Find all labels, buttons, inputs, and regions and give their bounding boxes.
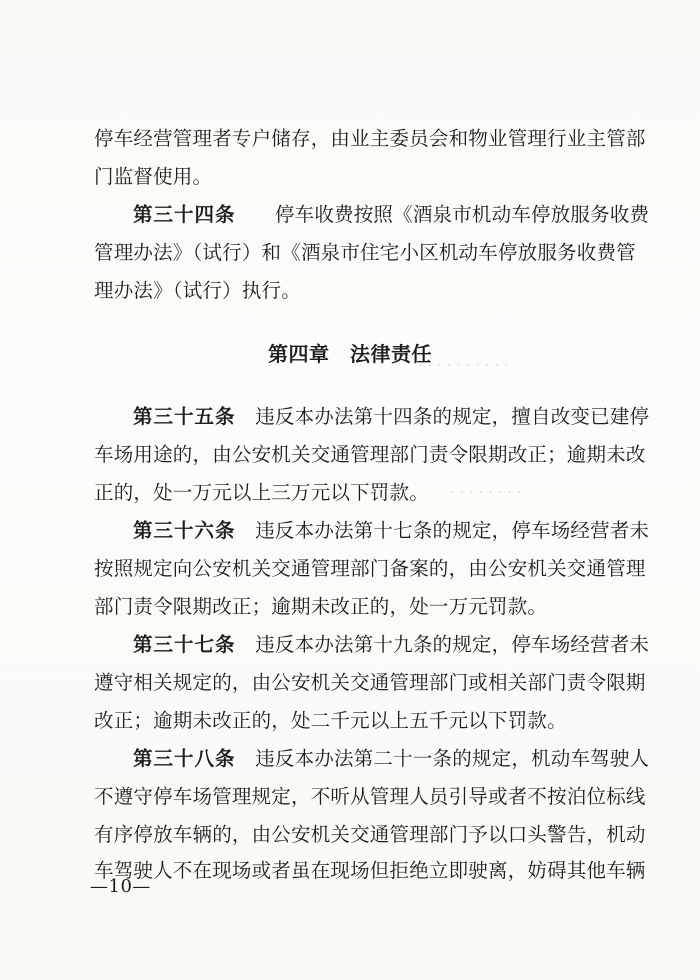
paragraph-line: 有序停放车辆的，由公安机关交通管理部门予以口头警告，机动 [94, 823, 646, 846]
paragraph-line: 管理办法》（试行）和《酒泉市住宅小区机动车停放服务收费管 [94, 241, 636, 264]
article-text: 违反本办法第十九条的规定，停车场经营者未 [255, 633, 650, 656]
article-text: 违反本办法第二十一条的规定，机动车驾驶人 [255, 747, 650, 770]
paragraph-line: 理办法》（试行）执行。 [94, 279, 301, 302]
article-text: 违反本办法第十七条的规定，停车场经营者未 [255, 519, 650, 542]
paragraph-line: 改正；逾期未改正的，处二千元以上五千元以下罚款。 [94, 709, 567, 732]
article-34 [133, 202, 650, 228]
paragraph-line: 遵守相关规定的，由公安机关交通管理部门或相关部门责令限期 [94, 671, 646, 694]
paragraph-line: 门监督使用。 [94, 165, 213, 188]
article-38 [133, 746, 650, 772]
article-text: 违反本办法第十四条的规定，擅自改变已建停 [255, 405, 650, 428]
paragraph-line: 不遵守停车场管理规定，不听从管理人员引导或者不按泊位标线 [94, 785, 646, 808]
paragraph-line: 车驾驶人不在现场或者虽在现场但拒绝立即驶离，妨碍其他车辆 [94, 859, 646, 882]
paragraph-line: 车场用途的，由公安机关交通管理部门责令限期改正；逾期未改 [94, 443, 646, 466]
chapter-title: 第四章 法律责任 [268, 342, 432, 366]
article-label: 第三十五条 [133, 405, 236, 428]
article-label: 第三十七条 [133, 633, 236, 656]
article-label: 第三十四条 [133, 203, 236, 226]
article-35 [133, 404, 650, 430]
paragraph-line: 部门责令限期改正；逾期未改正的，处一万元罚款。 [94, 595, 548, 618]
article-text: 停车收费按照《酒泉市机动车停放服务收费 [274, 203, 650, 226]
article-37 [133, 632, 650, 658]
show-through-text: · · · · · · · · · · [418, 356, 509, 374]
article-label: 第三十八条 [133, 747, 236, 770]
page-number: —10— [90, 876, 151, 897]
paragraph-line: 停车经营管理者专户储存，由业主委员会和物业管理行业主管部 [94, 127, 646, 150]
paragraph-line: 正的，处一万元以上三万元以下罚款。 [94, 481, 429, 504]
article-36 [133, 518, 650, 544]
paragraph-line: 按照规定向公安机关交通管理部门备案的，由公安机关交通管理 [94, 557, 646, 580]
article-label: 第三十六条 [133, 519, 236, 542]
show-through-text: · · · · · · · · [450, 483, 522, 501]
